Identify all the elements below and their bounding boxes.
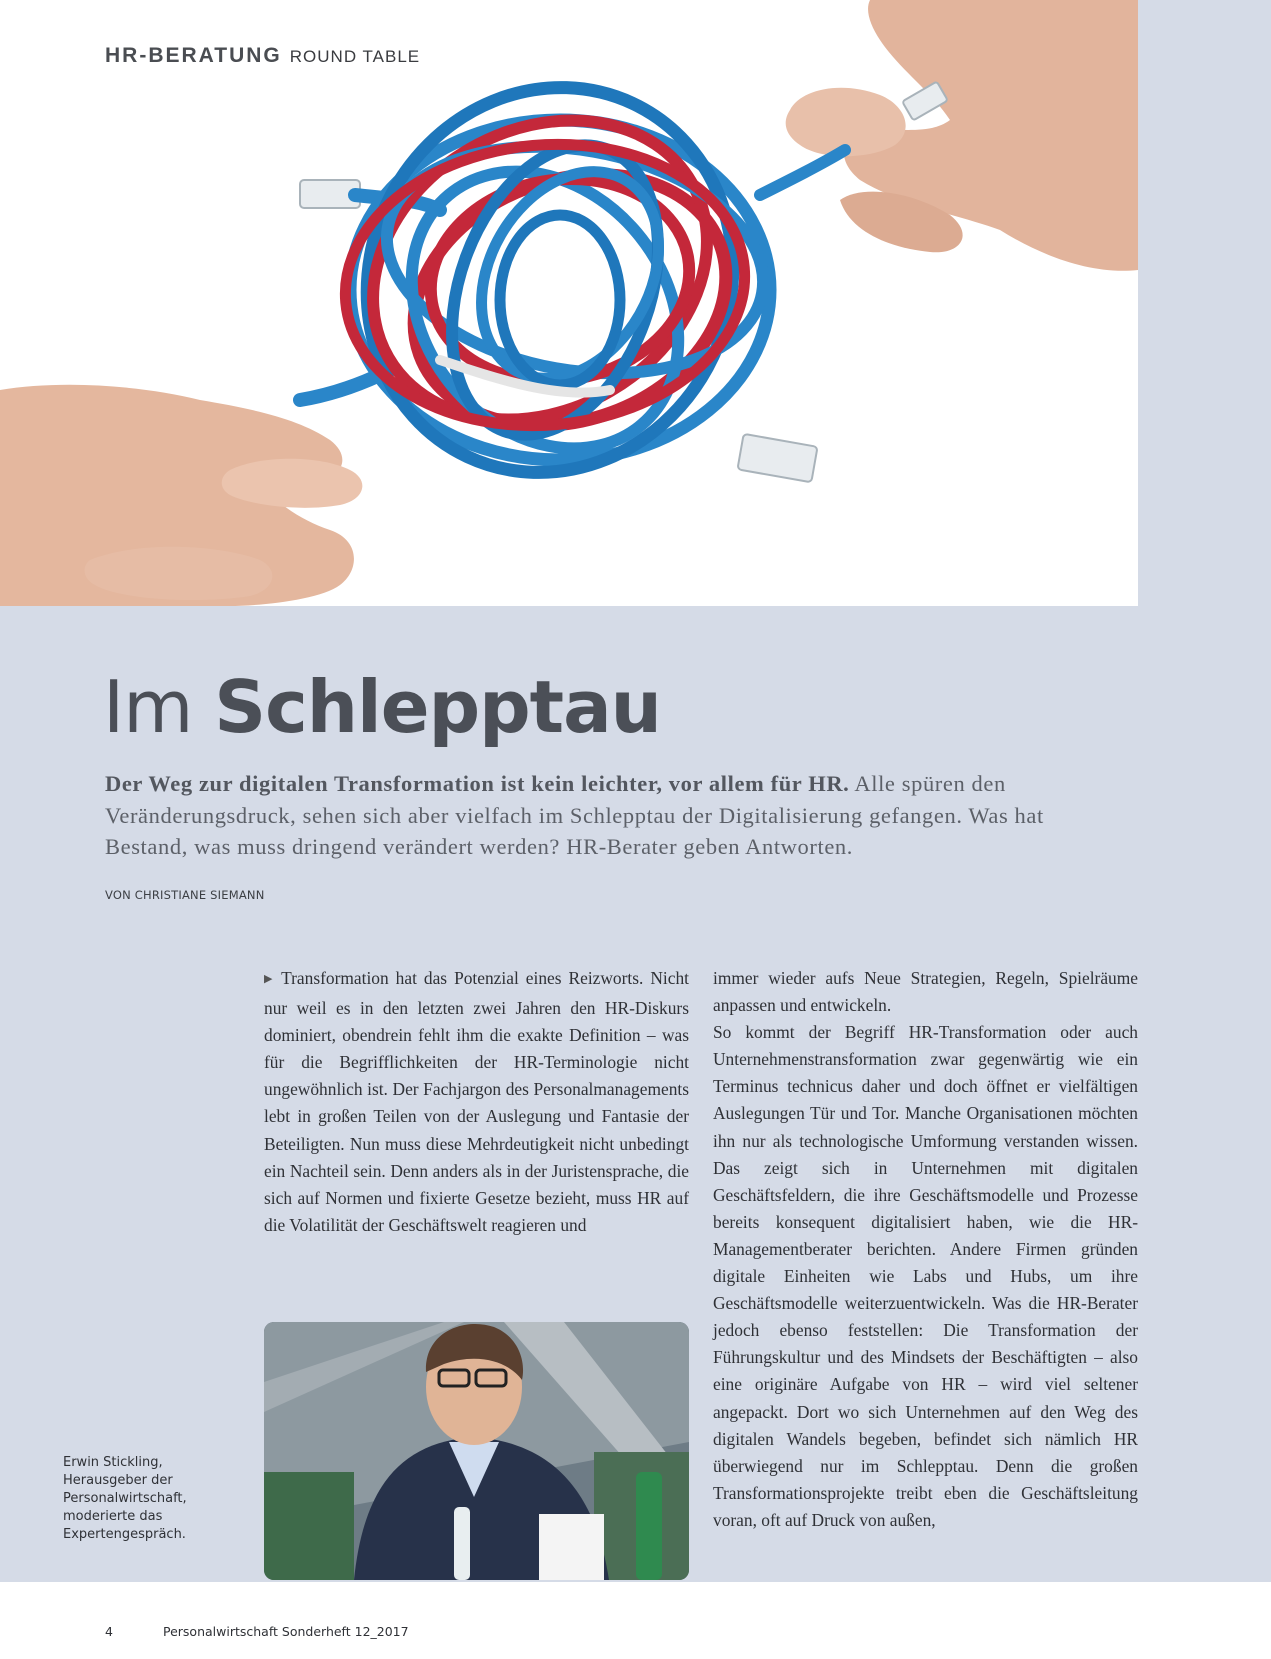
column1-text: Transformation hat das Potenzial eines Reizworts. Nicht nur weil es in den letzten zwei Jahren den HR-Diskurs dominiert, obendrein fehlt ihm die exakte Definition – was für die Begrifflichkeiten der HR-Terminologie nicht ungewöhnlich ist. Der Fachjargon des Personalmanagements lebt in großen Teilen von der Auslegung und Fantasie der Beteiligten. Nun muss diese Mehrdeutigkeit nicht unbedingt ein Nachteil sein. Denn anders als in der Juristensprache, die sich auf Normen und fixierte Gesetze bezieht, muss HR auf die Volatilität der Geschäftswelt reagieren und xyxy=(264,968,689,1235)
lead-rest: Alle spüren den Veränderungsdruck, sehen sich aber vielfach im Schlepptau der Digitalisierung gefangen. Was hat Bestand, was muss dringend verändert werden? HR-Berater geben Antworten. xyxy=(105,771,1044,859)
lead-bold: Der Weg zur digitalen Transformation ist kein leichter, vor allem für HR. xyxy=(105,771,850,796)
triangle-bullet-icon: ▶ xyxy=(264,973,276,985)
section-label: HR-BERATUNG xyxy=(105,44,282,67)
column2-paragraph-2: So kommt der Begriff HR-Transformation oder auch Unternehmenstransformation zwar gegenwärtig wie ein Terminus technicus daher und doch öffnet er vielfältigen Auslegungen Tür und Tor. Manche Organisationen möchten ihn nur als technologische Umformung verstanden wissen. Das zeigt sich in Unternehmen mit digitalen Geschäftsfeldern, die ihre Geschäftsmodelle und Prozesse bereits konsequent digitalisiert haben, wie die HR-Managementberater berichten. Andere Firmen gründen digitale Einheiten wie Labs und Hubs, um ihre Geschäftsmodelle weiterzuentwickeln. Was die HR-Berater jedoch ebenso feststellen: Die Transformation der Führungskultur und des Mindsets der Beschäftigten – also eine originäre Aufgabe von HR – wird viel seltener angepackt. Dort wo sich Unternehmen auf den Weg des digitalen Wandels begeben, befindet sich nämlich HR überwiegend nur im Schlepptau. Denn die großen Transformationsprojekte treibt eben die Geschäftsleitung voran, oft auf Druck von außen, xyxy=(713,1022,1138,1530)
byline: VON CHRISTIANE SIEMANN xyxy=(105,888,265,902)
tangled-cables-image xyxy=(0,0,1138,606)
photo-caption: Erwin Stickling, Herausgeber der Personalwirtschaft, moderierte das Expertengespräch. xyxy=(63,1455,187,1542)
text-column-2 xyxy=(713,965,1138,1534)
title-bold: Schlepptau xyxy=(214,665,661,749)
column2-paragraph-1: immer wieder aufs Neue Strategien, Regeln, Spielräume anpassen und entwickeln. xyxy=(713,968,1138,1016)
moderator-photo xyxy=(264,1322,689,1580)
text-column-1 xyxy=(264,965,689,1239)
page-number: 4 xyxy=(105,1624,113,1639)
subsection-label: ROUND TABLE xyxy=(289,47,421,66)
page-footer xyxy=(105,1624,409,1639)
article-title xyxy=(103,662,661,752)
article-lead xyxy=(105,768,1105,863)
section-header xyxy=(105,44,420,68)
moderator-portrait-image xyxy=(264,1322,689,1580)
title-light: Im xyxy=(103,665,193,749)
hero-image xyxy=(0,0,1138,606)
publication-name: Personalwirtschaft Sonderheft 12_2017 xyxy=(163,1624,409,1639)
